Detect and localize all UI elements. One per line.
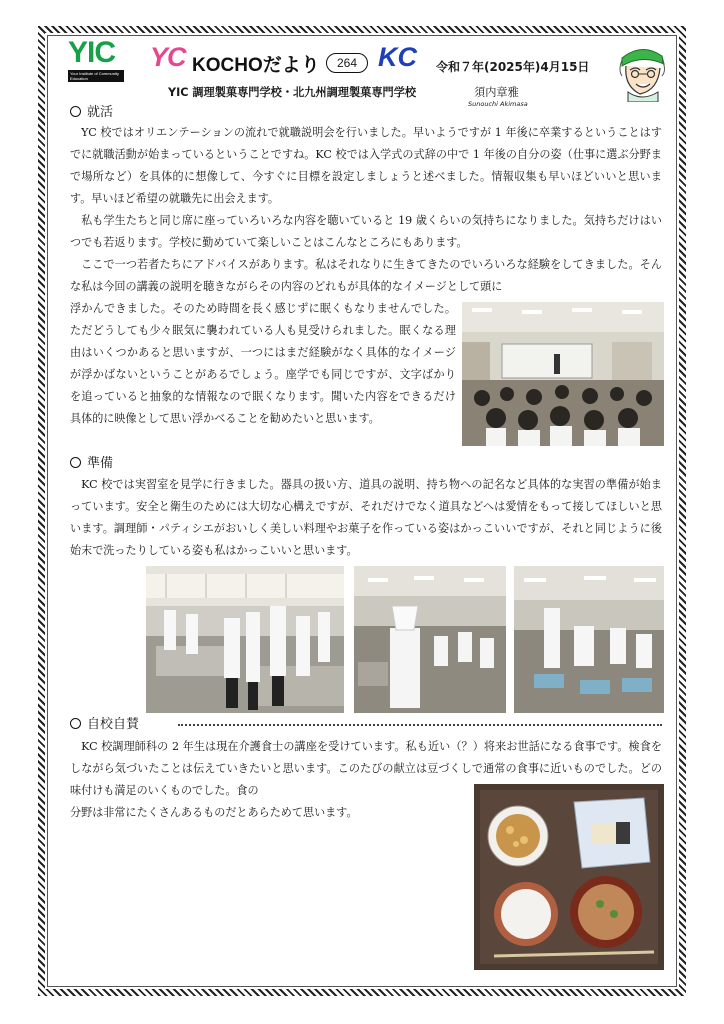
circle-bullet-icon bbox=[70, 457, 81, 468]
paragraph-junbi-1: KC 校では実習室を見学に行きました。器具の扱い方、道具の説明、持ち物への記名など具体的な実習の準備が始まっています。安全と衛生のためには大切な心構えですが、それだけでなく道具などへは愛情をもって接してほしいと思います。調理師・パティシエがおいしく美しい料理やお菓子を作っている姿はかっこいいですが、それと同じように後始末で洗ったりしている姿も私はかっこいいと思います。 bbox=[70, 478, 662, 557]
section-divider bbox=[178, 724, 662, 726]
logo-text: YIC bbox=[68, 36, 116, 69]
newsletter-title: KOCHOだより bbox=[192, 55, 320, 76]
school-name: YIC 調理製菓専門学校・北九州調理製菓専門学校 bbox=[168, 86, 417, 99]
author-name: 須内章雅 bbox=[474, 86, 519, 99]
issue-number: 264 bbox=[326, 53, 368, 73]
title-kc: KC bbox=[378, 42, 417, 72]
paragraph-shukatsu-3: ここで一つ若者たちにアドバイスがあります。私はそれなりに生きてきたのでいろいろな経験をしてきました。そんな私は今回の講義の説明を聴きながらその内容のどれもが具体的なイメージとして頭に bbox=[70, 258, 662, 293]
author-caricature-icon bbox=[614, 40, 670, 102]
paragraph-jikojisan-2: 分野は非常にたくさんあるものだとあらためて思います。 bbox=[70, 806, 358, 819]
section-heading-junbi: 準備 bbox=[70, 456, 113, 472]
section-heading-shukatsu: 就活 bbox=[70, 105, 113, 121]
paragraph-shukatsu-2: 私も学生たちと同じ席に座っていろいろな内容を聴いていると 19 歳くらいの気持ちになりました。気持ちだけはいつでも若返ります。学校に勤めていて楽しいことはこんなところにもあります。 bbox=[70, 214, 662, 249]
circle-bullet-icon bbox=[70, 718, 81, 729]
issue-date: 令和７年(2025年)4月15日 bbox=[436, 60, 590, 74]
photo-practice-room-3 bbox=[514, 566, 664, 713]
title-yc: YC bbox=[150, 42, 186, 72]
photo-practice-room-2 bbox=[354, 566, 506, 713]
author-name-roman: Sunouchi Akimasa bbox=[468, 100, 528, 108]
paragraph-jikojisan-1: KC 校調理師科の 2 年生は現在介護食士の講座を受けています。私も近い（？）将来お世話になる食事です。検食をしながら気づいたことは伝えていきたいと思います。このたびの献立は豆づくしで通常の食事に近いものでした。どの味付けも満足のいくものでした。食の bbox=[70, 740, 662, 797]
photo-care-meal bbox=[474, 784, 664, 970]
paragraph-shukatsu-4: 浮かんできました。そのため時間を長く感じずに眠くもなりませんでした。ただどうしても少々眠気に襲われている人も見受けられました。眠くなる理由はいくつかあると思いますが、一つにはまだ経験がなく具体的なイメージが浮かばないということがあるでしょう。座学でも同じですが、文字ばかりを追っていると抽象的な情報なので眠くなります。聞いた内容をできるだけ具体的に映像として思い浮かべることを勧めたいと思います。 bbox=[70, 302, 456, 425]
logo-tagline: Your Institute of Community Education bbox=[68, 70, 124, 82]
photo-job-orientation bbox=[462, 302, 664, 446]
yic-logo bbox=[68, 38, 128, 88]
photo-practice-room-1 bbox=[146, 566, 344, 713]
section-heading-jikojisan: 自校自賛 bbox=[70, 717, 139, 733]
circle-bullet-icon bbox=[70, 106, 81, 117]
paragraph-shukatsu-1: YC 校ではオリエンテーションの流れで就職説明会を行いました。早いようですが 1 年後に卒業するということはすでに就職活動が始まっているということですね。KC 校では入学式の式辞の中で 1 年後の自分の姿（仕事に選ぶ分野まで場所など）を具体的に想像して、今すぐに目標を設定しましょうと述べました。情報収集も早いほどいいと思います。早いほど希望の就職先に出会えます。 bbox=[70, 126, 662, 205]
